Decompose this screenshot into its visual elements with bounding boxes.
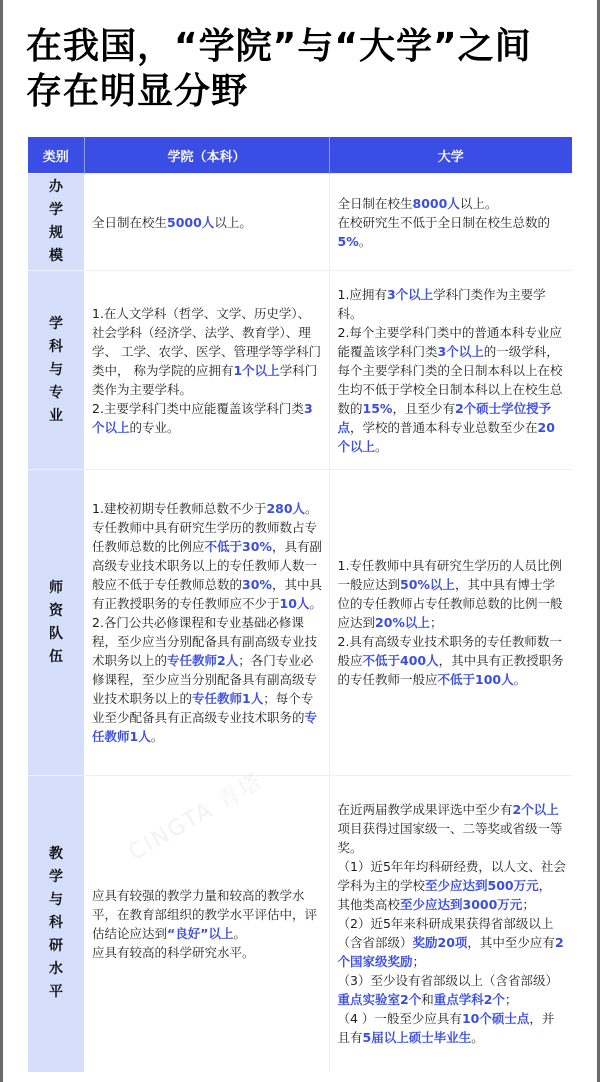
body-text: 1.在人文学科（哲学、文学、历史学）、 社会学科（经济学、法学、教育学）、理学、 工学、农学、医学、管理学等学科门类中， 称为学院的应拥有 <box>92 305 321 378</box>
paragraph <box>92 399 323 437</box>
body-text: （4 ）一般至少应具有 <box>337 1011 462 1027</box>
paragraph <box>92 613 323 746</box>
body-text: ，具有副高级专业技术职务以上的专任教师人数一般应不低于专任教师总数的 <box>92 539 322 592</box>
table-row-teaching-research <box>28 776 572 1072</box>
category-char: 队 <box>49 625 63 642</box>
category-cell <box>28 271 84 470</box>
table-row-disciplines <box>28 271 572 470</box>
body-text: ； <box>522 897 535 913</box>
title-line-1: 在我国，“学院”与“大学”之间 <box>26 26 532 67</box>
highlight-text: 2个以上 <box>512 802 559 818</box>
college-cell <box>84 776 329 1072</box>
paragraph <box>92 304 323 399</box>
body-text: 1.专任教师中具有研究生学历的人员比例一般应达到 <box>337 558 562 592</box>
highlight-text: 30% <box>242 577 272 592</box>
college-cell <box>84 174 329 271</box>
category-char: 科 <box>49 338 63 355</box>
highlight-text: 不低于100人 <box>437 672 514 687</box>
paragraph <box>338 194 567 213</box>
body-text: 在校研究生不低于全日制在校生总数的 <box>337 214 551 230</box>
body-text: ，其中具有博士学位的专任教师占专任教师总数的比例一般应达到 <box>337 577 563 630</box>
paragraph <box>338 1009 567 1047</box>
body-text: 应具有较高的科学研究水平。 <box>92 944 255 960</box>
highlight-text: 重点实验室2个 <box>337 992 422 1008</box>
paragraph <box>338 857 567 914</box>
category-char: 学 <box>49 202 63 218</box>
body-text: 。 <box>309 596 322 611</box>
body-text: 。 <box>150 729 164 744</box>
body-text: 的一级学科， 每个主要学科门类的全日制本科以上在校生均不低于学校全日制本科以上在校生总数的 <box>337 343 563 416</box>
body-text: （2）近5年来科研成果获得省部级以上（含省部级） <box>337 916 554 951</box>
body-text: （1）近5年年均科研经费，以人文、社会学科为主的学校 <box>337 859 566 894</box>
highlight-text: 3个以上 <box>386 286 434 302</box>
paragraph <box>338 556 567 632</box>
body-text: 2.各门公共必修课程和专业基础必修课程，至少应当分别配备具有副高级专业技术职务以上的 <box>92 615 318 668</box>
highlight-text: 5% <box>337 233 359 249</box>
university-cell <box>329 470 572 776</box>
highlight-text: 专任教师1人 <box>92 710 318 744</box>
body-text: ，其中具有正教授职务的专任教师应不少于 <box>92 577 322 611</box>
highlight-text: 8000人 <box>412 195 460 211</box>
category-char: 研 <box>49 938 63 955</box>
highlight-text: 15% <box>362 400 393 416</box>
body-text: 。 <box>358 233 372 249</box>
paragraph <box>338 914 567 971</box>
body-text: 。专任教师中具有研究生学历的教师数占专任教师总数的比例应 <box>92 501 318 554</box>
highlight-text: 奖励20项 <box>412 935 468 951</box>
body-text: ，学校的普通本科专业总数至少在 <box>350 419 538 435</box>
body-text: ，且至少有 <box>392 400 455 416</box>
category-cell <box>28 174 84 271</box>
highlight-text: 5000人 <box>167 214 215 230</box>
body-text: ； <box>504 992 518 1008</box>
category-char: 伍 <box>49 648 63 665</box>
paragraph <box>338 285 567 323</box>
category-char: 水 <box>49 961 63 978</box>
body-text: 项目获得过国家级一、二等奖或省级一等奖。 <box>337 821 563 856</box>
body-text: 2.具有高级专业技术职务的专任教师数一般应 <box>337 634 562 668</box>
category-char: 模 <box>49 248 63 264</box>
highlight-text: 3个以上 <box>437 343 484 359</box>
paragraph <box>338 971 567 1009</box>
highlight-text: 不低于30% <box>204 539 272 554</box>
category-char: 办 <box>49 179 63 195</box>
category-cell <box>28 470 84 776</box>
highlight-text: 20%以上 <box>375 615 430 630</box>
body-text: （3）至少设有省部级以上（含省部级） <box>337 973 558 989</box>
highlight-text: “良好”以上 <box>167 925 234 941</box>
university-cell <box>329 271 572 470</box>
category-char: 与 <box>49 361 63 378</box>
left-border <box>0 0 3 1082</box>
university-cell <box>329 776 572 1072</box>
highlight-text: 10人 <box>279 596 310 611</box>
body-text: 学科门类作为主要学科。 <box>92 362 318 397</box>
paragraph <box>338 213 567 251</box>
body-text: 1.建校初期专任教师总数不少于 <box>92 501 267 516</box>
paragraph <box>92 886 323 943</box>
body-text: 在近两届教学成果评选中至少有 <box>337 802 513 818</box>
body-text: 学科门类作为主要学科。 <box>337 286 546 321</box>
category-char: 平 <box>49 984 63 1001</box>
category-char: 业 <box>49 407 63 424</box>
paragraph <box>338 323 567 456</box>
body-text: 全日制在校生 <box>337 195 413 211</box>
category-char: 资 <box>49 602 63 619</box>
highlight-text: 2个国家级奖励 <box>337 935 564 970</box>
category-char: 教 <box>49 846 63 863</box>
header-university: 大学 <box>329 137 572 174</box>
body-text: 2.主要学科门类中应能覆盖该学科门类 <box>92 400 304 416</box>
highlight-text: 不低于400人 <box>362 653 439 668</box>
highlight-text: 280人 <box>266 501 306 516</box>
body-text: 。 <box>513 672 527 687</box>
body-text: ；每个专业至少配备具有正高级专业技术职务的 <box>92 691 314 725</box>
paragraph <box>92 943 323 962</box>
body-text: 全日制在校生 <box>92 214 168 230</box>
body-text: ，其中具有正教授职务的专任教师一般应 <box>337 653 564 687</box>
table-row-scale <box>28 174 572 271</box>
category-char: 规 <box>49 225 63 241</box>
college-cell <box>84 271 329 470</box>
title-line-2: 存在明显分野 <box>26 71 249 112</box>
page-title <box>26 24 566 114</box>
highlight-text: 5届以上硕士毕业生 <box>362 1030 472 1046</box>
highlight-text: 10个硕士点 <box>461 1011 530 1027</box>
body-text: ， 其他类高校 <box>337 878 552 913</box>
body-text: 1.应拥有 <box>337 286 387 302</box>
highlight-text: 至少应达到3000万元 <box>400 897 523 913</box>
body-text: ；各门专业必修课程，至少应当分别配备具有副高级专业技术职务以上的 <box>92 653 318 706</box>
body-text: ，并且有 <box>337 1011 555 1046</box>
body-text: 和 <box>421 992 434 1008</box>
paragraph <box>338 632 567 689</box>
category-char: 科 <box>49 915 63 932</box>
paragraph <box>338 800 567 857</box>
paragraph <box>92 499 323 613</box>
body-text: 。 <box>471 1030 484 1046</box>
body-text: 2.每个主要学科门类中的普通本科专业应能覆盖该学科门类 <box>337 324 562 359</box>
highlight-text: 3个以上 <box>92 400 313 435</box>
highlight-text: 专任教师1人 <box>192 691 264 706</box>
body-text: 。 <box>375 438 388 454</box>
university-cell <box>329 174 572 271</box>
paragraph <box>92 213 323 232</box>
highlight-text: 重点学科2个 <box>433 992 505 1008</box>
body-text: 的专业。 <box>129 419 180 435</box>
body-text: ； <box>429 615 443 630</box>
category-char: 专 <box>49 384 63 401</box>
category-char: 学 <box>49 315 63 332</box>
header-category: 类别 <box>28 137 84 174</box>
body-text: ； <box>412 954 426 970</box>
highlight-text: 至少应达到500万元 <box>425 878 539 894</box>
body-text: 。 <box>233 925 246 941</box>
body-text: 应具有较强的教学力量和较高的教学水平，在教育部组织的教学水平评估中，评估结论应达到 <box>92 887 318 941</box>
header-college: 学院（本科） <box>84 137 329 174</box>
highlight-text: 20个以上 <box>337 419 555 454</box>
highlight-text: 50%以上 <box>400 577 455 592</box>
college-cell <box>84 470 329 776</box>
body-text: 以上。 <box>214 214 252 230</box>
table-row-faculty <box>28 470 572 776</box>
comparison-table <box>28 137 572 1072</box>
table-header-row <box>28 137 572 174</box>
category-char: 学 <box>49 869 63 886</box>
watermark: CINGTA 青塔 <box>124 768 268 866</box>
category-cell <box>28 776 84 1072</box>
highlight-text: 1个以上 <box>233 362 280 378</box>
category-char: 与 <box>49 892 63 909</box>
highlight-text: 专任教师2人 <box>167 653 239 668</box>
body-text: ，其中至少应有 <box>467 935 555 951</box>
body-text: 以上。 <box>459 195 498 211</box>
category-char: 师 <box>49 579 63 596</box>
highlight-text: 2个硕士学位授予点 <box>337 400 552 435</box>
